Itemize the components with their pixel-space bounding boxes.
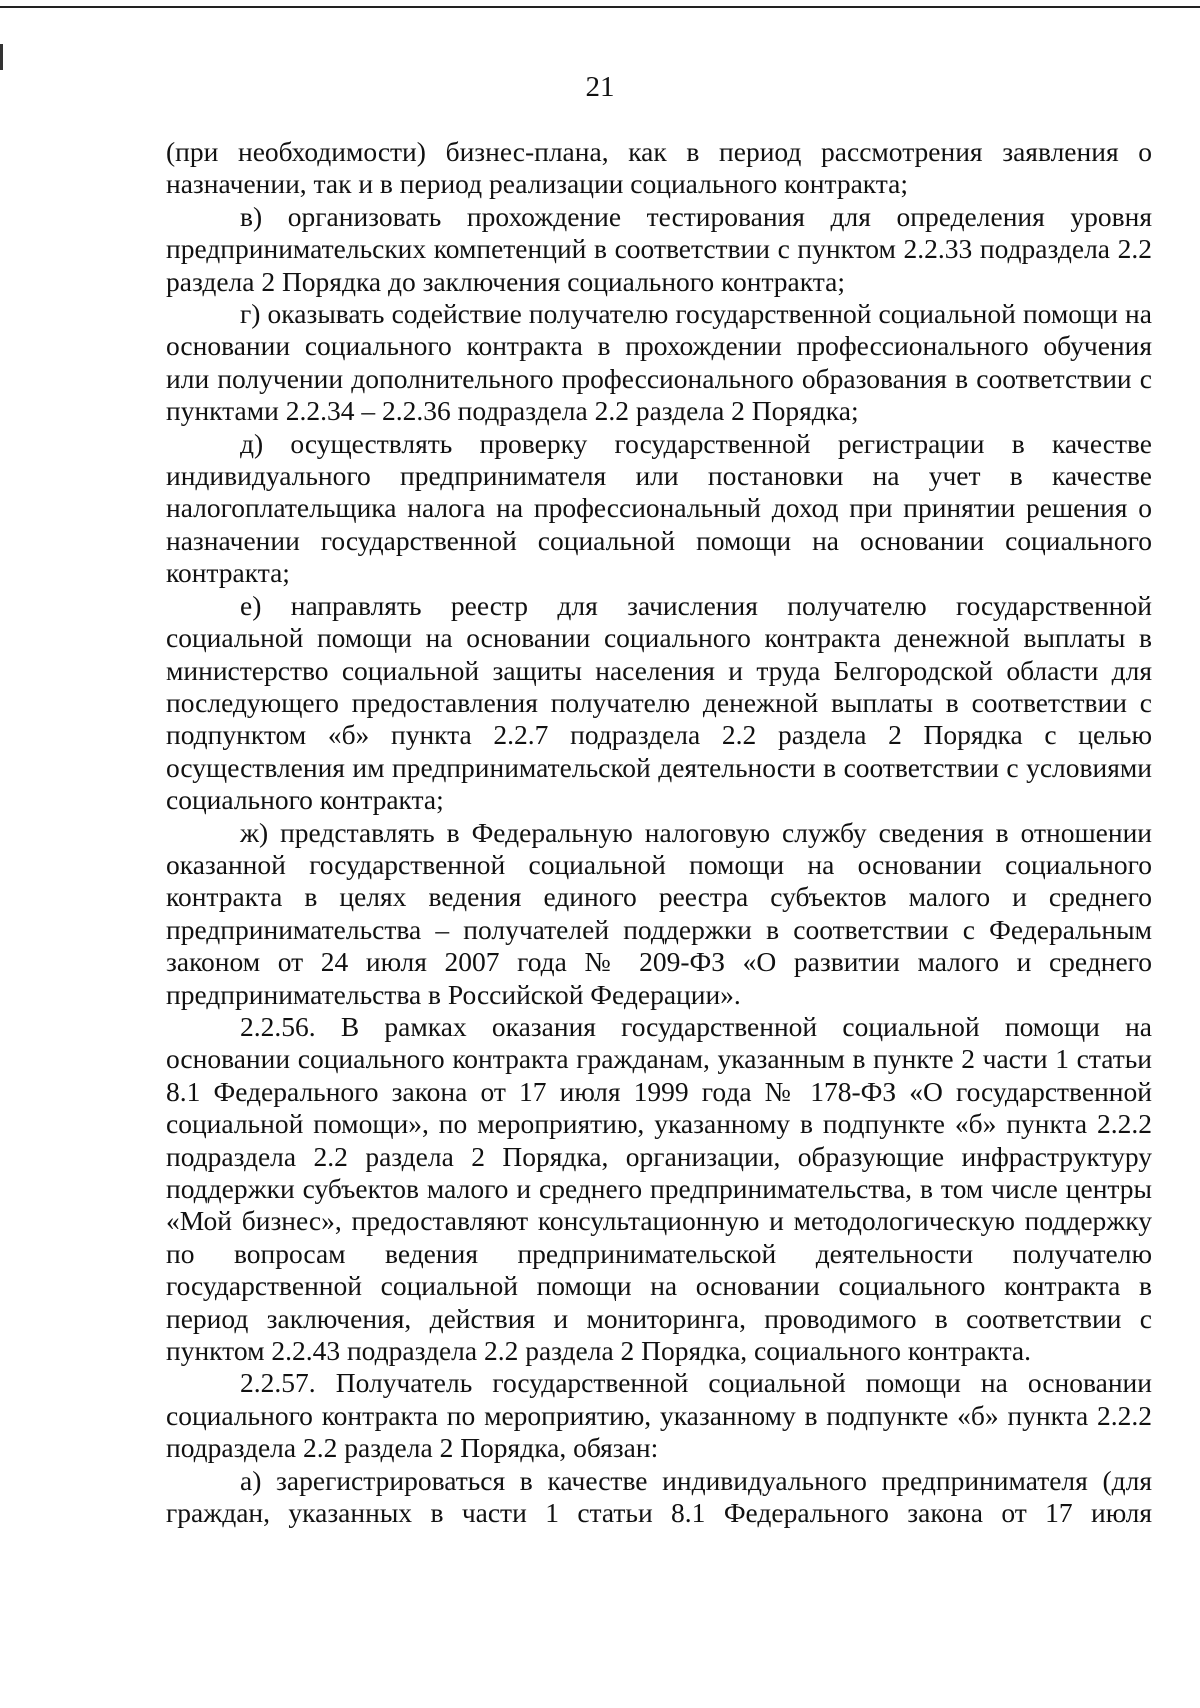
page-top-rule (0, 6, 1200, 8)
paragraph-clause-2-2-57: 2.2.57. Получатель государственной социальной помощи на основании социального контракта по мероприятию, указанному в подпункте «б» пункта 2.2.2 подраздела 2.2 раздела 2 Порядка, обязан: (166, 1367, 1152, 1464)
document-body (166, 136, 1152, 1529)
paragraph-item-d: д) осуществлять проверку государственной регистрации в качестве индивидуального предпринимателя или постановки на учет в качестве налогоплательщика налога на профессиональный доход при принятии решения о назначении государственной социальной помощи на основании социального контракта; (166, 427, 1152, 589)
paragraph-item-v: в) организовать прохождение тестирования для определения уровня предпринимательских компетенций в соответствии с пунктом 2.2.33 подраздела 2.2 раздела 2 Порядка до заключения социального контракта; (166, 200, 1152, 297)
paragraph-item-a: а) зарегистрироваться в качестве индивидуального предпринимателя (для граждан, указанных в части 1 статьи 8.1 Федерального закона от 17 июля (166, 1464, 1152, 1529)
paragraph-item-zh: ж) представлять в Федеральную налоговую службу сведения в отношении оказанной государственной социальной помощи на основании социального контракта в целях ведения единого реестра субъектов малого и среднего предпринимательства – получателей поддержки в соответствии с Федеральным законом от 24 июля 2007 года № 209-ФЗ «О развитии малого и среднего предпринимательства в Российской Федерации». (166, 816, 1152, 1010)
paragraph-item-e: е) направлять реестр для зачисления получателю государственной социальной помощи на основании социального контракта денежной выплаты в министерство социальной защиты населения и труда Белгородской области для последующего предоставления получателю денежной выплаты в соответствии с подпунктом «б» пункта 2.2.7 подраздела 2.2 раздела 2 Порядка с целью осуществления им предпринимательской деятельности в соответствии с условиями социального контракта; (166, 589, 1152, 816)
scan-edge-mark (0, 44, 3, 70)
paragraph-continuation: (при необходимости) бизнес-плана, как в период рассмотрения заявления о назначении, так и в период реализации социального контракта; (166, 136, 1152, 200)
paragraph-clause-2-2-56: 2.2.56. В рамках оказания государственной социальной помощи на основании социального контракта гражданам, указанным в пункте 2 части 1 статьи 8.1 Федерального закона от 17 июля 1999 года № 178-ФЗ «О государственной социальной помощи», по мероприятию, указанному в подпункте «б» пункта 2.2.2 подраздела 2.2 раздела 2 Порядка, организации, образующие инфраструктуру поддержки субъектов малого и среднего предпринимательства, в том числе центры «Мой бизнес», предоставляют консультационную и методологическую поддержку по вопросам ведения предпринимательской деятельности получателю государственной социальной помощи на основании социального контракта в период заключения, действия и мониторинга, проводимого в соответствии с пунктом 2.2.43 подраздела 2.2 раздела 2 Порядка, социального контракта. (166, 1010, 1152, 1367)
paragraph-item-g: г) оказывать содействие получателю государственной социальной помощи на основании социального контракта в прохождении профессионального обучения или получении дополнительного профессионального образования в соответствии с пунктами 2.2.34 – 2.2.36 подраздела 2.2 раздела 2 Порядка; (166, 298, 1152, 427)
page-number: 21 (585, 71, 615, 103)
